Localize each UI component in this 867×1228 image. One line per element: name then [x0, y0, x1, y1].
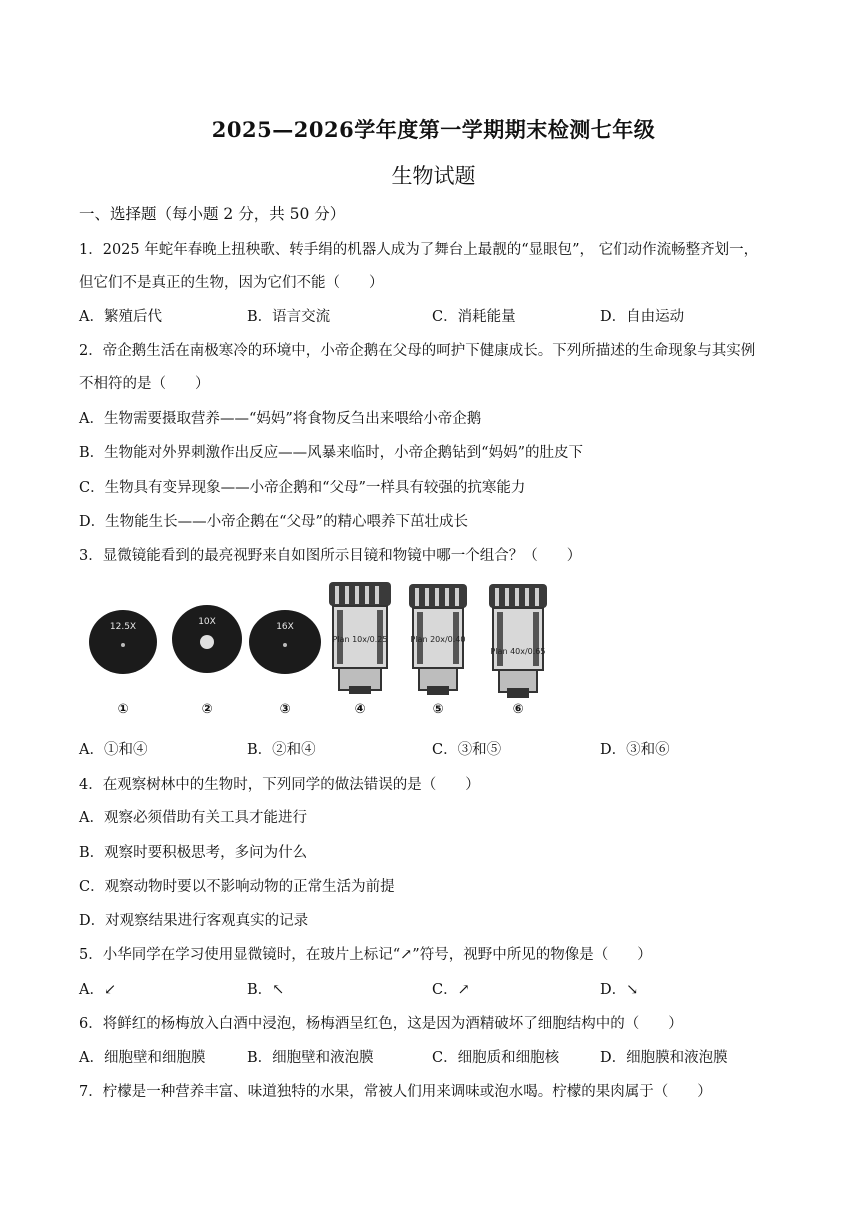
q2-option-c: C．生物具有变异现象——小帝企鹅和“父母”一样具有较强的抗寒能力 — [79, 480, 526, 496]
figure-number-3: ③ — [279, 702, 291, 717]
q3-stem: 3．显微镜能看到的最亮视野来自如图所示目镜和物镜中哪一个组合？（ ） — [79, 548, 582, 564]
q6-stem: 6．将鲜红的杨梅放入白酒中浸泡，杨梅酒呈红色，这是因为酒精破坏了细胞结构中的（ ） — [79, 1016, 683, 1032]
eyepiece-1-aperture — [121, 643, 125, 647]
exam-title: 2025—2026学年度第一学期期末检测七年级 — [211, 117, 656, 142]
objective-lens-3 — [487, 582, 549, 700]
q2-stem-line1: 2．帝企鹅生活在南极寒冷的环境中，小帝企鹅在父母的呵护下健康成长。下列所描述的生命现象与其实例 — [79, 343, 756, 359]
figure-number-6: ⑥ — [512, 702, 524, 717]
eyepiece-2 — [172, 605, 242, 673]
eyepiece-3-aperture — [283, 643, 287, 647]
exam-subtitle: 生物试题 — [391, 164, 476, 188]
q5-option-d: D．↘ — [600, 982, 639, 998]
microscope-lens-figure — [79, 580, 559, 730]
q1-option-a: A．繁殖后代 — [79, 309, 162, 325]
section-heading: 一、选择题（每小题 2 分，共 50 分） — [79, 205, 346, 223]
q3-option-b: B．②和④ — [247, 742, 316, 758]
objective-lens-1-label: Plan 10x/0.25 — [332, 635, 388, 644]
objective-lens-2-label: Plan 20x/0.40 — [410, 635, 466, 644]
q5-option-b: B．↖ — [247, 982, 285, 998]
figure-number-1: ① — [117, 702, 129, 717]
q4-option-a: A．观察必须借助有关工具才能进行 — [79, 810, 307, 826]
figure-number-4: ④ — [354, 702, 366, 717]
eyepiece-3 — [249, 610, 321, 674]
q6-option-d: D．细胞膜和液泡膜 — [600, 1050, 728, 1066]
eyepiece-2-aperture — [200, 635, 214, 649]
q3-option-a: A．①和④ — [79, 742, 148, 758]
q6-option-c: C．细胞质和细胞核 — [432, 1050, 560, 1066]
q2-stem-line2: 不相符的是（ ） — [79, 376, 210, 392]
q1-option-b: B．语言交流 — [247, 309, 331, 325]
q4-option-d: D．对观察结果进行客观真实的记录 — [79, 913, 309, 929]
eyepiece-3-label: 16X — [276, 621, 294, 632]
figure-number-5: ⑤ — [432, 702, 444, 717]
q2-option-b: B．生物能对外界刺激作出反应——风暴来临时，小帝企鹅钻到“妈妈”的肚皮下 — [79, 445, 583, 461]
q7-stem: 7．柠檬是一种营养丰富、味道独特的水果，常被人们用来调味或泡水喝。柠檬的果肉属于（ ） — [79, 1084, 712, 1100]
eyepiece-1 — [89, 610, 157, 674]
q1-option-d: D．自由运动 — [600, 309, 685, 325]
q3-option-c: C．③和⑤ — [432, 742, 502, 758]
eyepiece-1-label: 12.5X — [109, 621, 137, 632]
q5-option-a: A．↙ — [79, 982, 117, 998]
q2-option-d: D．生物能生长——小帝企鹅在“父母”的精心喂养下茁壮成长 — [79, 514, 468, 530]
q1-stem-line1: 1．2025 年蛇年春晚上扭秧歌、转手绢的机器人成为了舞台上最靓的“显眼包”， 它们动作流畅整齐划一， — [79, 242, 759, 258]
objective-lens-1 — [327, 580, 393, 695]
q2-option-a: A．生物需要摄取营养——“妈妈”将食物反刍出来喂给小帝企鹅 — [79, 411, 482, 427]
eyepiece-2-label: 10X — [198, 617, 216, 628]
q4-stem: 4．在观察树林中的生物时，下列同学的做法错误的是（ ） — [79, 777, 480, 793]
q6-option-a: A．细胞壁和细胞膜 — [79, 1050, 206, 1066]
figure-number-2: ② — [201, 702, 213, 717]
q1-stem-line2: 但它们不是真正的生物，因为它们不能（ ） — [79, 275, 384, 291]
q4-option-c: C．观察动物时要以不影响动物的正常生活为前提 — [79, 879, 395, 895]
q5-stem: 5．小华同学在学习使用显微镜时，在玻片上标记“↗”符号，视野中所见的物像是（ ） — [79, 947, 652, 963]
q1-option-c: C．消耗能量 — [432, 309, 516, 325]
objective-lens-2 — [407, 582, 469, 697]
q4-option-b: B．观察时要积极思考，多问为什么 — [79, 845, 308, 861]
q3-option-d: D．③和⑥ — [600, 742, 670, 758]
objective-lens-3-label: Plan 40x/0.65 — [490, 647, 546, 656]
q5-option-c: C．↗ — [432, 982, 470, 998]
q6-option-b: B．细胞壁和液泡膜 — [247, 1050, 374, 1066]
